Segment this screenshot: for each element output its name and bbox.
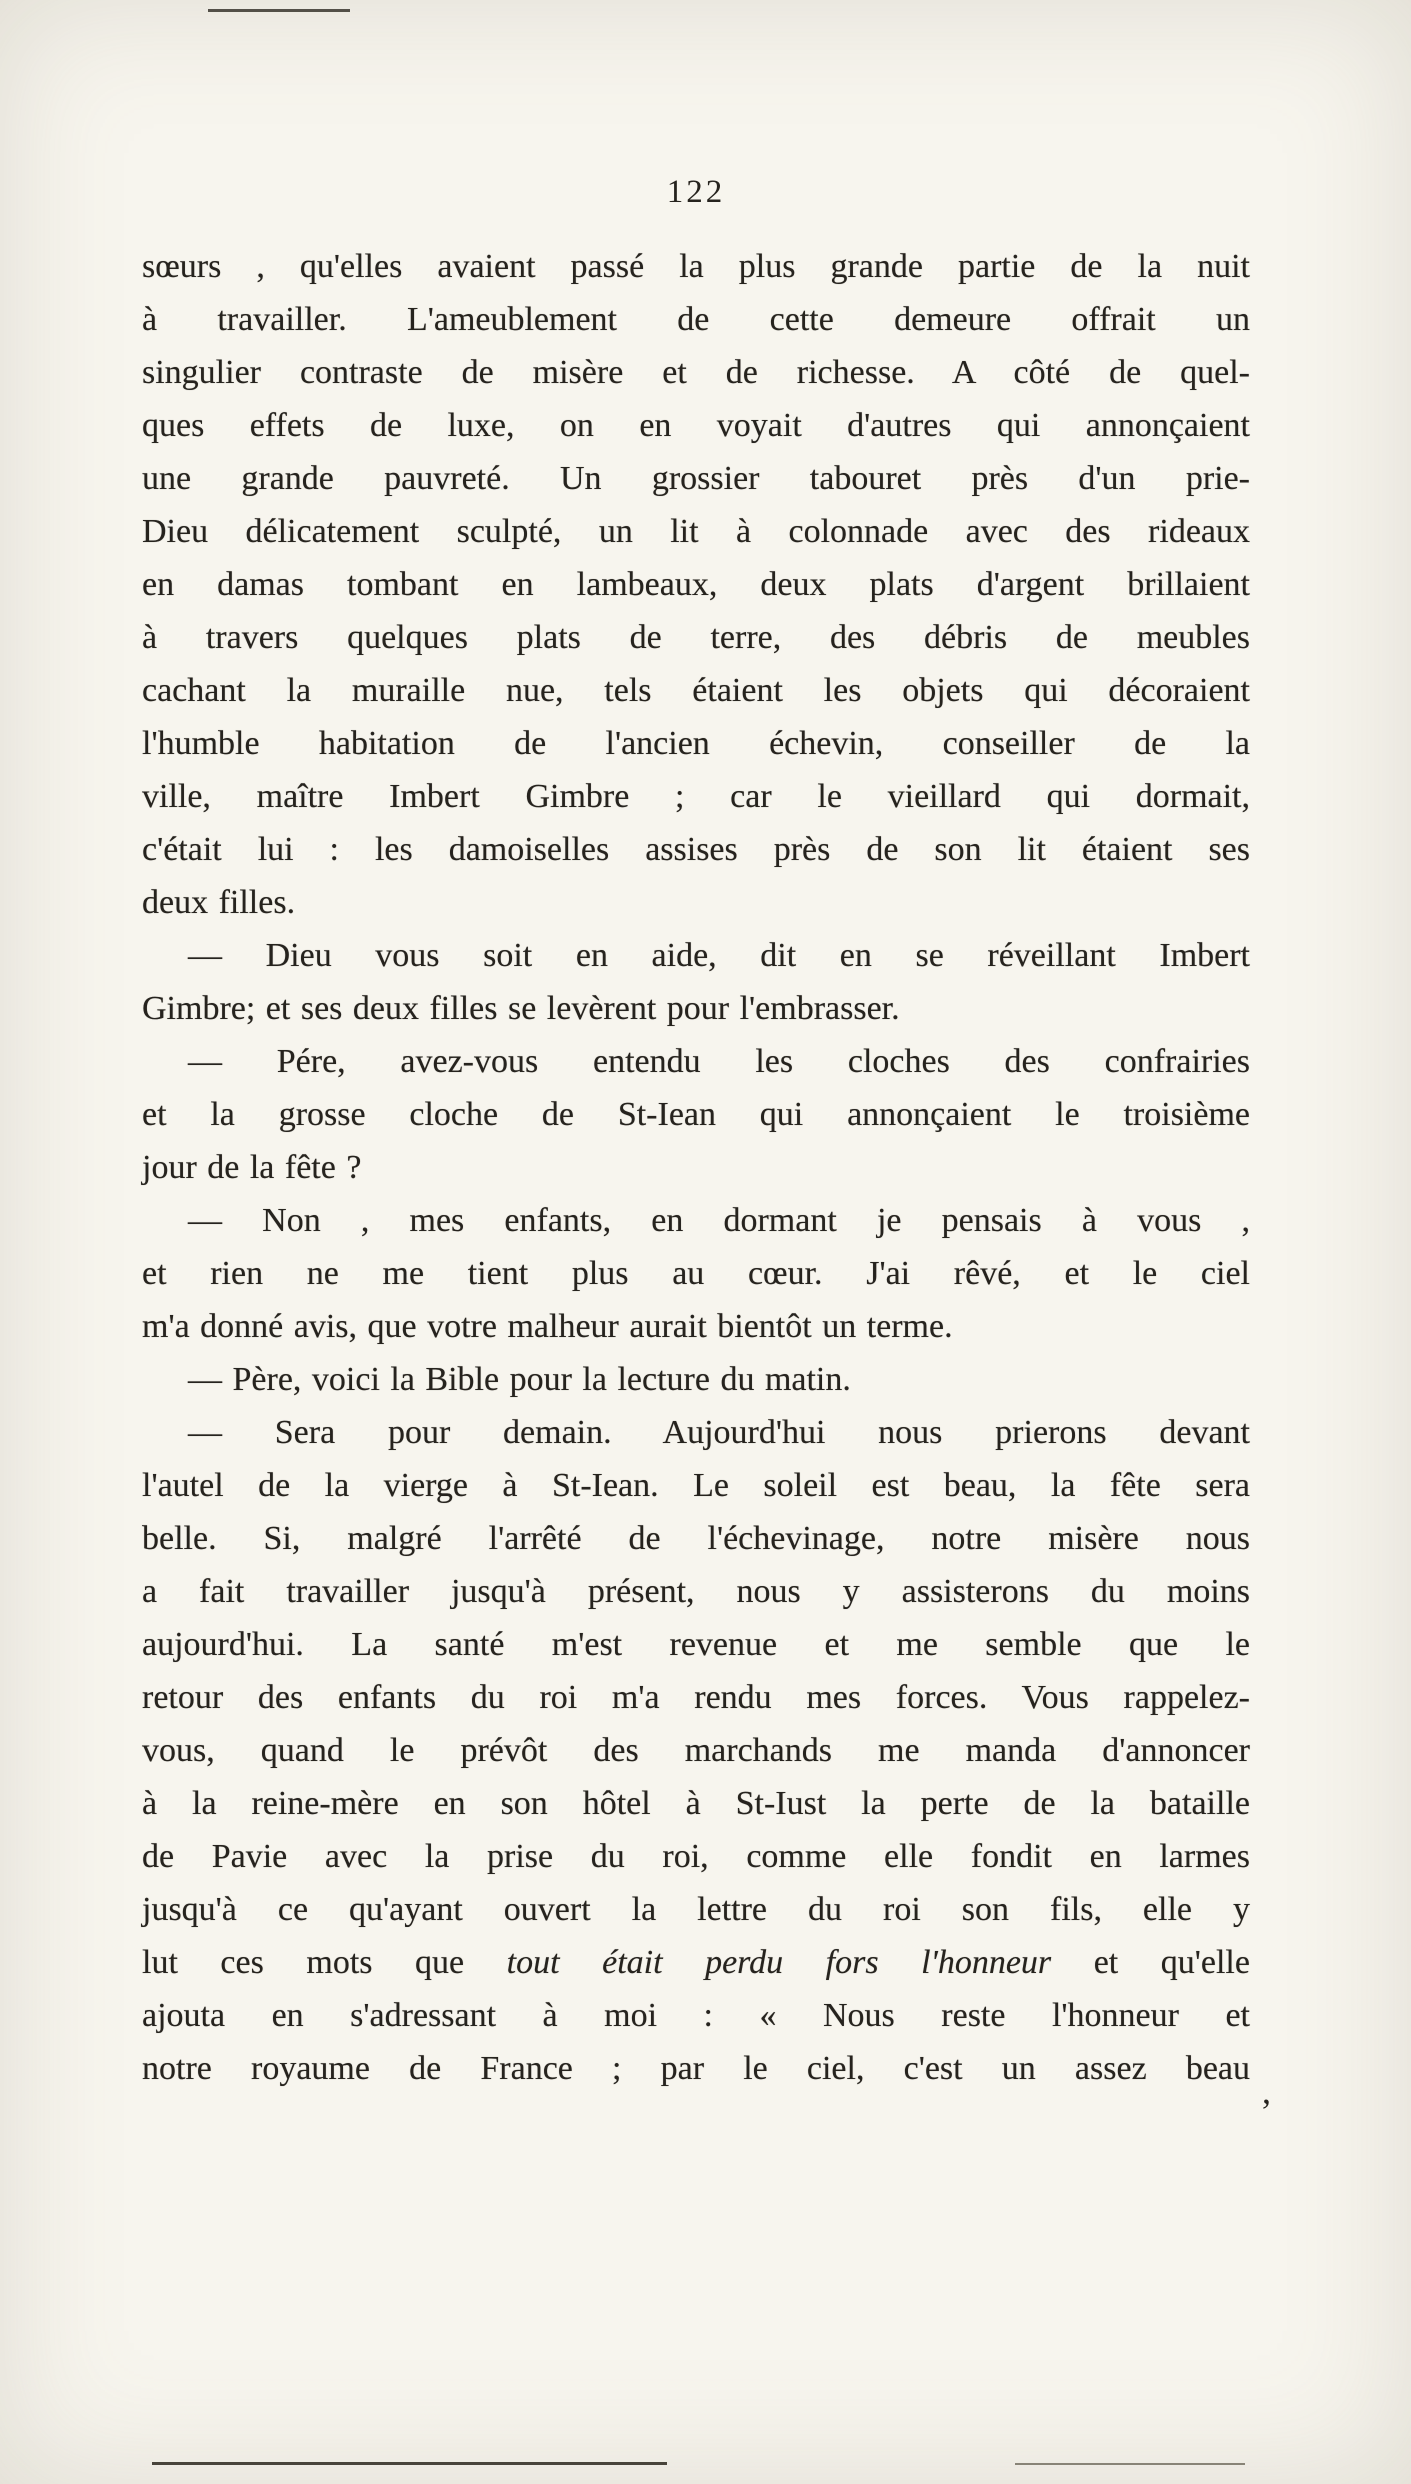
text-segment: — Non , mes enfants, en dormant je pensais à vous , <box>188 1202 1250 1239</box>
text-segment: en damas tombant en lambeaux, deux plats d'argent brillaient <box>142 566 1250 603</box>
text-line <box>142 1353 1250 1406</box>
text-segment: ajouta en s'adressant à moi : « Nous reste l'honneur et <box>142 1997 1250 2034</box>
text-line <box>142 1406 1250 1459</box>
text-segment: sœurs , qu'elles avaient passé la plus grande partie de la nuit <box>142 248 1250 285</box>
text-segment: — Père, voici la Bible pour la lecture du matin. <box>188 1361 851 1398</box>
text-line <box>142 1194 1250 1247</box>
italic-text-segment: tout était perdu fors l'honneur <box>506 1944 1052 1981</box>
page-text <box>142 240 1250 2095</box>
text-segment: jour de la fête ? <box>142 1149 362 1186</box>
text-line <box>142 982 1250 1035</box>
paragraph <box>142 1353 1250 1406</box>
text-line <box>142 823 1250 876</box>
scan-artifact-bottom-right-line <box>1015 2463 1245 2465</box>
text-segment: à travers quelques plats de terre, des débris de meubles <box>142 619 1250 656</box>
text-segment: Dieu délicatement sculpté, un lit à colonnade avec des rideaux <box>142 513 1250 550</box>
scan-artifact-stray-comma: , <box>1262 2071 1271 2111</box>
text-line <box>142 1936 1250 1989</box>
text-line <box>142 664 1250 717</box>
text-line <box>142 346 1250 399</box>
text-segment: a fait travailler jusqu'à présent, nous y assisterons du moins <box>142 1573 1250 1610</box>
paragraph <box>142 929 1250 1035</box>
text-segment: cachant la muraille nue, tels étaient les objets qui décoraient <box>142 672 1250 709</box>
text-line <box>142 240 1250 293</box>
text-line <box>142 1565 1250 1618</box>
book-page <box>142 0 1250 2095</box>
text-segment: belle. Si, malgré l'arrêté de l'échevinage, notre misère nous <box>142 1520 1250 1557</box>
text-line <box>142 1088 1250 1141</box>
text-segment: jusqu'à ce qu'ayant ouvert la lettre du roi son fils, elle y <box>142 1891 1250 1928</box>
text-segment: vous, quand le prévôt des marchands me manda d'annoncer <box>142 1732 1250 1769</box>
page-number: 122 <box>666 174 726 210</box>
text-line <box>142 876 1250 929</box>
text-segment: à travailler. L'ameublement de cette demeure offrait un <box>142 301 1250 338</box>
text-segment: lut ces mots que <box>142 1944 507 1981</box>
text-line <box>142 1777 1250 1830</box>
text-line <box>142 1459 1250 1512</box>
text-line <box>142 1989 1250 2042</box>
text-segment: de Pavie avec la prise du roi, comme elle fondit en larmes <box>142 1838 1250 1875</box>
text-segment: m'a donné avis, que votre malheur aurait bientôt un terme. <box>142 1308 953 1345</box>
text-segment: l'autel de la vierge à St-Iean. Le soleil est beau, la fête sera <box>142 1467 1250 1504</box>
text-segment: aujourd'hui. La santé m'est revenue et me semble que le <box>142 1626 1250 1663</box>
text-segment: deux filles. <box>142 884 296 921</box>
text-line <box>142 2042 1250 2095</box>
text-line <box>142 770 1250 823</box>
text-segment: ville, maître Imbert Gimbre ; car le vieillard qui dormait, <box>142 778 1250 815</box>
text-line <box>142 1830 1250 1883</box>
text-line <box>142 1247 1250 1300</box>
text-segment: notre royaume de France ; par le ciel, c'est un assez beau <box>142 2050 1250 2087</box>
text-segment: l'humble habitation de l'ancien échevin, conseiller de la <box>142 725 1250 762</box>
text-segment: à la reine-mère en son hôtel à St-Iust la perte de la bataille <box>142 1785 1250 1822</box>
text-segment: — Sera pour demain. Aujourd'hui nous prierons devant <box>188 1414 1250 1451</box>
text-line <box>142 611 1250 664</box>
text-line <box>142 558 1250 611</box>
text-segment: — Dieu vous soit en aide, dit en se réveillant Imbert <box>188 937 1250 974</box>
text-line <box>142 1035 1250 1088</box>
text-line <box>142 452 1250 505</box>
text-segment: et qu'elle <box>1051 1944 1250 1981</box>
text-line <box>142 929 1250 982</box>
paragraph <box>142 240 1250 929</box>
paragraph <box>142 1035 1250 1194</box>
paragraph <box>142 1406 1250 2095</box>
text-line <box>142 717 1250 770</box>
text-line <box>142 1300 1250 1353</box>
text-segment: — Pére, avez-vous entendu les cloches des confrairies <box>188 1043 1250 1080</box>
text-line <box>142 1671 1250 1724</box>
text-line <box>142 1141 1250 1194</box>
text-segment: et rien ne me tient plus au cœur. J'ai rêvé, et le ciel <box>142 1255 1250 1292</box>
text-line <box>142 1724 1250 1777</box>
text-segment: ques effets de luxe, on en voyait d'autres qui annonçaient <box>142 407 1250 444</box>
text-segment: et la grosse cloche de St-Iean qui annonçaient le troisième <box>142 1096 1250 1133</box>
text-segment: retour des enfants du roi m'a rendu mes forces. Vous rappelez- <box>142 1679 1250 1716</box>
text-line <box>142 1512 1250 1565</box>
text-line <box>142 293 1250 346</box>
text-line <box>142 1618 1250 1671</box>
text-line <box>142 399 1250 452</box>
text-line <box>142 1883 1250 1936</box>
text-line <box>142 505 1250 558</box>
text-segment: c'était lui : les damoiselles assises près de son lit étaient ses <box>142 831 1250 868</box>
paragraph <box>142 1194 1250 1353</box>
scan-artifact-bottom-line <box>152 2462 667 2465</box>
text-segment: Gimbre; et ses deux filles se levèrent pour l'embrasser. <box>142 990 900 1027</box>
text-segment: singulier contraste de misère et de richesse. A côté de quel- <box>142 354 1250 391</box>
text-segment: une grande pauvreté. Un grossier tabouret près d'un prie- <box>142 460 1250 497</box>
